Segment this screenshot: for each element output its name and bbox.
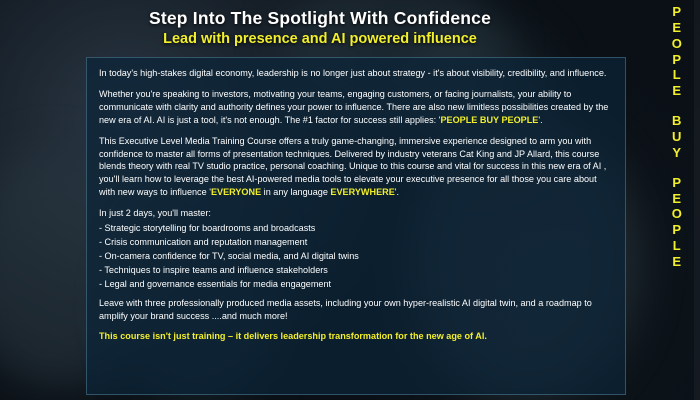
list-item: - Legal and governance essentials for media engagement bbox=[99, 278, 332, 289]
list-item: - Crisis communication and reputation management bbox=[99, 236, 308, 247]
highlight-people-buy-people: PEOPLE BUY PEOPLE bbox=[440, 114, 539, 125]
side-letter: L bbox=[672, 67, 682, 83]
side-letter: L bbox=[672, 238, 682, 254]
side-letter: O bbox=[671, 206, 683, 222]
highlight-everyone: EVERYONE bbox=[210, 187, 262, 198]
list-item: - Strategic storytelling for boardrooms and broadcasts bbox=[99, 223, 316, 234]
side-letter: U bbox=[672, 129, 682, 145]
paragraph-deliverables: Leave with three professionally produced media assets, including your own hyper-realistic AI digital twin, and a roadmap to amplify your brand success ....and much more! bbox=[99, 297, 592, 321]
side-letter: E bbox=[672, 83, 682, 99]
side-letter: B bbox=[672, 113, 682, 129]
side-slogan-strip bbox=[660, 4, 694, 396]
highlight-everywhere: EVERYWHERE bbox=[330, 187, 395, 198]
side-letter: E bbox=[672, 190, 682, 206]
paragraph-course-text: This Executive Level Media Training Course offers a truly game-changing, immersive experience designed to arm you with confidence to master all forms of presentation techniques. Delivered by industry veterans Cat King and JP Allard, this course blends theory with real TV studio practice, personal coaching. Unique to this course and vital for success in this new era of AI , you'll learn how to leverage the best AI-powered media tools to elevate your executive presence for all those you care about with new ways to influence ' bbox=[99, 135, 607, 198]
side-letter: E bbox=[672, 19, 682, 35]
paragraph-course bbox=[99, 135, 613, 200]
side-word-buy bbox=[672, 113, 682, 161]
side-letter: P bbox=[672, 174, 682, 190]
paragraph-intro: In today's high-stakes digital economy, leadership is no longer just about strategy - it's about visibility, credibility, and influence. bbox=[99, 68, 607, 78]
list-item: - On-camera confidence for TV, social media, and AI digital twins bbox=[99, 250, 359, 261]
side-letter: P bbox=[672, 4, 682, 19]
paragraph-course-tail: '. bbox=[394, 187, 400, 198]
curriculum-list bbox=[99, 222, 613, 291]
title-area bbox=[0, 4, 640, 47]
page-subtitle: Lead with presence and AI powered influence bbox=[163, 31, 477, 47]
side-letter: Y bbox=[672, 144, 682, 160]
page-title: Step Into The Spotlight With Confidence bbox=[148, 8, 492, 28]
side-word-people-bottom bbox=[672, 175, 683, 270]
side-letter: P bbox=[672, 222, 682, 238]
list-item: - Techniques to inspire teams and influence stakeholders bbox=[99, 264, 328, 275]
scrollbar[interactable] bbox=[694, 0, 700, 400]
side-letter: O bbox=[671, 35, 683, 51]
body-text-panel bbox=[86, 57, 626, 395]
paragraph-influence bbox=[99, 88, 613, 127]
side-word-people-top bbox=[672, 4, 683, 99]
paragraph-closing: This course isn't just training – it delivers leadership transformation for the new age of AI. bbox=[99, 331, 487, 342]
paragraph-influence-text: Whether you're speaking to investors, motivating your teams, engaging customers, or facing journalists, your ability to communicate with clarity and authority defines your power to influence. There are also new limitless possibilities created by the new era of AI. AI is just a tool, it's not enough. The #1 factor for success still applies: ' bbox=[99, 88, 609, 125]
paragraph-master-lead: In just 2 days, you'll master: bbox=[99, 208, 211, 219]
side-letter: P bbox=[672, 51, 682, 67]
side-letter: E bbox=[672, 254, 682, 270]
paragraph-influence-tail: '. bbox=[538, 114, 543, 125]
paragraph-course-mid: in any language bbox=[261, 187, 331, 198]
